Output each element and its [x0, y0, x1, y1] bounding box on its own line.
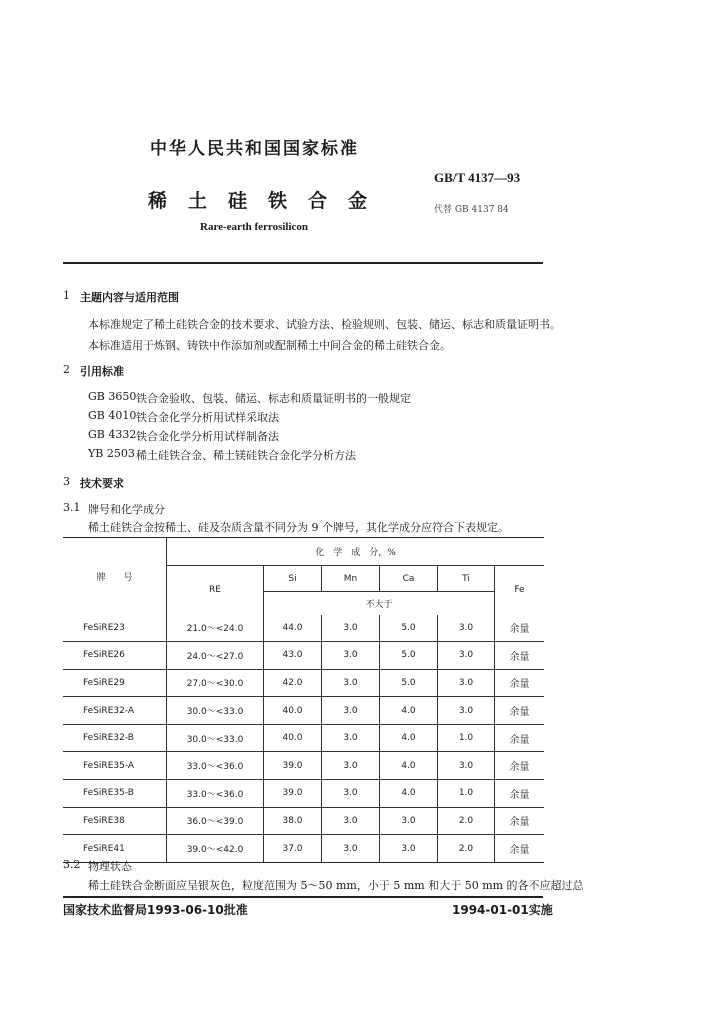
si-cell: 38.0	[264, 807, 322, 835]
subsection-3-2-para: 稀土硅铁合金断面应呈银灰色，粒度范围为 5～50 mm，小于 5 mm 和大于 50 mm 的各不应超过总	[88, 879, 584, 892]
fe-cell: 余量	[495, 835, 545, 863]
footer-rule	[63, 896, 543, 898]
re-cell: 36.0～<39.0	[167, 807, 264, 835]
grade-cell: FeSiRE32-A	[63, 697, 167, 725]
grade-cell: FeSiRE35-B	[63, 780, 167, 808]
si-cell: 37.0	[264, 835, 322, 863]
header-rule	[63, 262, 543, 264]
section-1-number: 1	[63, 289, 70, 302]
ca-cell: 3.0	[380, 807, 438, 835]
re-cell: 33.0～<36.0	[167, 752, 264, 780]
section-1-para-1: 本标准规定了稀土硅铁合金的技术要求、试验方法、检验规则、包装、储运、标志和质量证明书。	[88, 318, 561, 331]
ti-cell: 1.0	[438, 780, 495, 808]
table-row	[63, 697, 544, 725]
ref-title: 铁合金验收、包装、储运、标志和质量证明书的一般规定	[136, 392, 411, 405]
re-cell: 30.0～<33.0	[167, 697, 264, 725]
mn-cell: 3.0	[322, 615, 380, 642]
table-row	[63, 642, 544, 670]
ca-cell: 4.0	[380, 752, 438, 780]
ti-cell: 3.0	[438, 752, 495, 780]
not-greater-than-label: 不大于	[264, 592, 495, 615]
re-cell: 39.0～<42.0	[167, 835, 264, 863]
ca-cell: 5.0	[380, 669, 438, 697]
grade-cell: FeSiRE32-B	[63, 724, 167, 752]
si-cell: 40.0	[264, 697, 322, 725]
ti-cell: 2.0	[438, 835, 495, 863]
subsection-3-1-heading: 牌号和化学成分	[88, 503, 165, 516]
section-1-heading: 主题内容与适用范围	[80, 291, 179, 304]
ca-cell: 4.0	[380, 697, 438, 725]
ti-cell: 3.0	[438, 669, 495, 697]
re-cell: 27.0～<30.0	[167, 669, 264, 697]
si-cell: 44.0	[264, 615, 322, 642]
section-2-number: 2	[63, 363, 70, 376]
re-cell: 33.0～<36.0	[167, 780, 264, 808]
si-cell: 40.0	[264, 724, 322, 752]
ca-cell: 4.0	[380, 780, 438, 808]
re-cell: 21.0～<24.0	[167, 615, 264, 642]
si-cell: 39.0	[264, 752, 322, 780]
subsection-3-1-number: 3.1	[63, 501, 81, 514]
table-row	[63, 724, 544, 752]
ref-code: YB 2503	[88, 447, 135, 460]
table-row	[63, 807, 544, 835]
mn-cell: 3.0	[322, 724, 380, 752]
table-row	[63, 780, 544, 808]
re-cell: 24.0～<27.0	[167, 642, 264, 670]
col-header-si: Si	[264, 566, 322, 592]
section-3-number: 3	[63, 475, 70, 488]
ca-cell: 5.0	[380, 615, 438, 642]
ca-cell: 3.0	[380, 835, 438, 863]
fe-cell: 余量	[495, 752, 545, 780]
ti-cell: 3.0	[438, 697, 495, 725]
chemical-composition-table	[63, 537, 544, 863]
replaces-note: 代替 GB 4137 84	[434, 205, 509, 215]
ti-cell: 1.0	[438, 724, 495, 752]
ref-title: 铁合金化学分析用试样制备法	[136, 430, 279, 443]
ref-title: 铁合金化学分析用试样采取法	[136, 411, 279, 424]
col-header-ca: Ca	[380, 566, 438, 592]
mn-cell: 3.0	[322, 780, 380, 808]
table-row	[63, 752, 544, 780]
grade-cell: FeSiRE38	[63, 807, 167, 835]
grade-cell: FeSiRE35-A	[63, 752, 167, 780]
subsection-3-1-para: 稀土硅铁合金按稀土、硅及杂质含量不同分为 9 个牌号，其化学成分应符合下表规定。	[88, 521, 509, 534]
ref-code: GB 4332	[88, 428, 137, 441]
subsection-3-2-number: 3.2	[63, 858, 81, 871]
mn-cell: 3.0	[322, 669, 380, 697]
mn-cell: 3.0	[322, 697, 380, 725]
grade-cell: FeSiRE29	[63, 669, 167, 697]
composition-header: 化 学 成 分，%	[167, 538, 545, 566]
ti-cell: 2.0	[438, 807, 495, 835]
si-cell: 43.0	[264, 642, 322, 670]
col-header-fe: Fe	[495, 566, 545, 615]
table-row	[63, 615, 544, 642]
ti-cell: 3.0	[438, 642, 495, 670]
ca-cell: 5.0	[380, 642, 438, 670]
col-header-ti: Ti	[438, 566, 495, 592]
issuing-body: 中华人民共和国国家标准	[150, 139, 359, 159]
section-2-heading: 引用标准	[80, 365, 124, 378]
standard-title: 稀土硅铁合金	[148, 190, 389, 212]
grade-cell: FeSiRE41	[63, 835, 167, 863]
fe-cell: 余量	[495, 669, 545, 697]
effective-date: 1994-01-01实施	[452, 903, 553, 917]
table-row	[63, 669, 544, 697]
grade-cell: FeSiRE26	[63, 642, 167, 670]
section-1-para-2: 本标准适用于炼钢、铸铁中作添加剂或配制稀土中间合金的稀土硅铁合金。	[88, 339, 451, 352]
mn-cell: 3.0	[322, 752, 380, 780]
section-3-heading: 技术要求	[80, 477, 124, 490]
grade-cell: FeSiRE23	[63, 615, 167, 642]
ti-cell: 3.0	[438, 615, 495, 642]
english-title: Rare-earth ferrosilicon	[200, 221, 309, 233]
si-cell: 39.0	[264, 780, 322, 808]
grade-header: 牌 号	[63, 538, 167, 615]
standard-code: GB/T 4137—93	[434, 170, 521, 185]
fe-cell: 余量	[495, 724, 545, 752]
mn-cell: 3.0	[322, 835, 380, 863]
ref-code: GB 4010	[88, 409, 137, 422]
table-row	[63, 835, 544, 863]
si-cell: 42.0	[264, 669, 322, 697]
fe-cell: 余量	[495, 807, 545, 835]
fe-cell: 余量	[495, 642, 545, 670]
mn-cell: 3.0	[322, 642, 380, 670]
ref-code: GB 3650	[88, 390, 137, 403]
fe-cell: 余量	[495, 780, 545, 808]
re-cell: 30.0～<33.0	[167, 724, 264, 752]
col-header-re: RE	[167, 566, 264, 615]
fe-cell: 余量	[495, 697, 545, 725]
mn-cell: 3.0	[322, 807, 380, 835]
ca-cell: 4.0	[380, 724, 438, 752]
ref-title: 稀土硅铁合金、稀土镁硅铁合金化学分析方法	[136, 449, 356, 462]
fe-cell: 余量	[495, 615, 545, 642]
approval-date: 国家技术监督局1993-06-10批准	[63, 903, 248, 917]
subsection-3-2-heading: 物理状态	[88, 860, 132, 873]
col-header-mn: Mn	[322, 566, 380, 592]
